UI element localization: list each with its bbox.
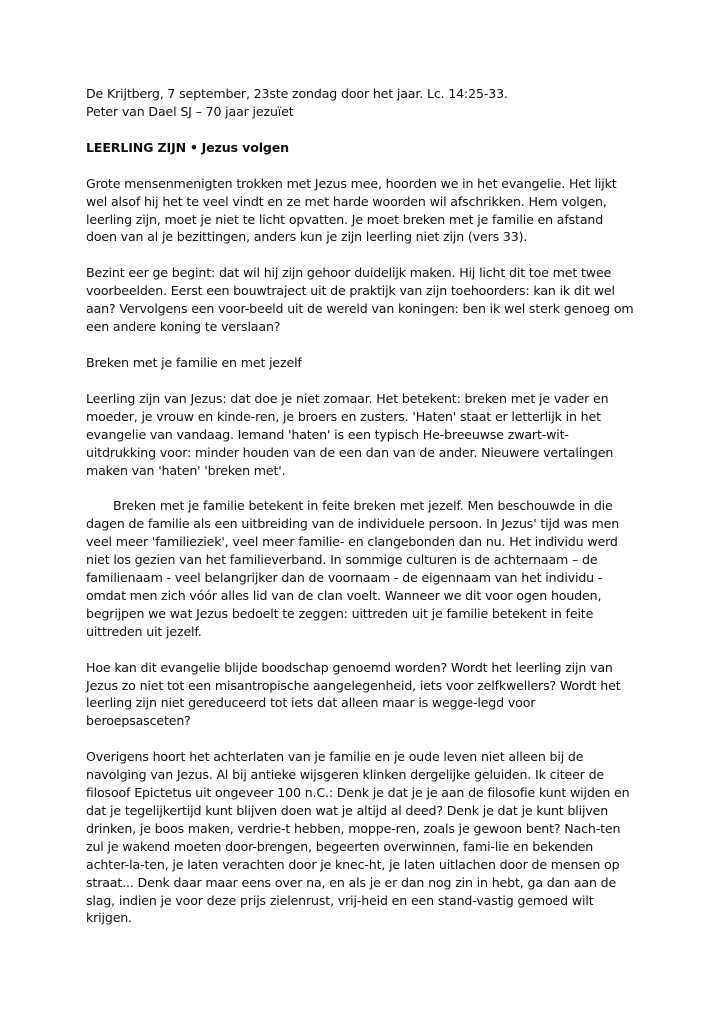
sermon-heading [86, 139, 636, 157]
paragraph-3: Leerling zijn van Jezus: dat doe je niet zomaar. Het betekent: breken met je vader en moeder, je vrouw en kinde-ren, je broers en zusters. 'Haten' staat er letterlijk in het evangelie van vandaag. Iemand 'haten' is een typisch He-breeuwse zwart-wit-uitdrukking voor: minder houden van de een dan van de ander. Nieuwere vertalingen maken van 'haten' 'breken met'. [86, 390, 614, 478]
paragraph-1: Grote mensenmenigten trokken met Jezus mee, hoorden we in het evangelie. Het lijkt wel alsof hij het te veel vindt en ze met harde woorden wil afschrikken. Hem volgen, leerling zijn, moet je niet te licht opvatten. Je moet breken met je familie en afstand doen van al je bezittingen, anders kun je zijn leerling niet zijn (vers 33). [86, 175, 617, 245]
paragraph-2: Bezint eer ge begint: dat wil hij zijn gehoor duidelijk maken. Hij licht dit toe met twee voorbeelden. Eerst een bouwtraject uit de praktijk van zijn toehoorders: kan ik dit wel aan? Vervolgens een voor-beeld uit de wereld van koningen: ben ik wel sterk genoeg om een andere koning te verslaan? [86, 265, 634, 335]
section-subheading: Breken met je familie en met jezelf [86, 354, 302, 370]
heading-separator: • [189, 139, 198, 155]
document-page [86, 85, 636, 927]
header-line-author: Peter van Dael SJ – 70 jaar jezuïet [86, 103, 294, 119]
paragraph-4: Breken met je familie betekent in feite breken met jezelf. Men beschouwde in die dagen de familie als een uitbreiding van de individuele persoon. In Jezus' tijd was men veel meer 'familieziek', veel meer familie- en clangebonden dan nu. Het individu werd niet los gezien van het familieverband. In sommige culturen is de achternaam – de familienaam - veel belangrijker dan de voornaam - de eigennaam van het individu - omdat men zich vóór alles lid van de clan voelt. Wanneer we dit voor ogen houden, begrijpen we wat Jezus bedoelt te zeggen: uittreden uit je familie betekent in feite uittreden uit jezelf. [86, 498, 620, 639]
paragraph-6: Overigens hoort het achterlaten van je familie en je oude leven niet alleen bij de navolging van Jezus. Al bij antieke wijsgeren klinken dergelijke geluiden. Ik citeer de filosoof Epictetus uit ongeveer 100 n.C.: Denk je dat je je aan de filosofie kunt wijden en dat je tegelijkertijd kunt blijven doen wat je altijd al deed? Denk je dat je kunt blijven drinken, je boos maken, verdrie-t hebben, moppe-ren, zoals je gewoon bent? Nach-ten zul je wakend moeten door-brengen, begeerten overwinnen, fami-lie en bekenden achter-la-ten, je laten verachten door je knec-ht, je laten uitlachen door de mensen op straat... Denk daar maar eens over na, en als je er dan nog zin in hebt, ga dan aan de slag, indien je voor deze prijs zielenrust, vrij-heid en een stand-vastig gemoed wilt krijgen. [86, 749, 630, 926]
header-line-date: De Krijtberg, 7 september, 23ste zondag door het jaar. Lc. 14:25-33. [86, 86, 508, 101]
paragraph-5: Hoe kan dit evangelie blijde boodschap genoemd worden? Wordt het leerling zijn van Jezus zo niet tot een misantropische aangelegenheid, iets voor zelfkwellers? Wordt het leerling zijn niet gereduceerd tot iets dat alleen maar is wegge-legd voor beroepsasceten? [86, 659, 621, 729]
heading-part-2: Jezus volgen [201, 139, 289, 155]
heading-part-1: LEERLING ZIJN [86, 139, 186, 155]
